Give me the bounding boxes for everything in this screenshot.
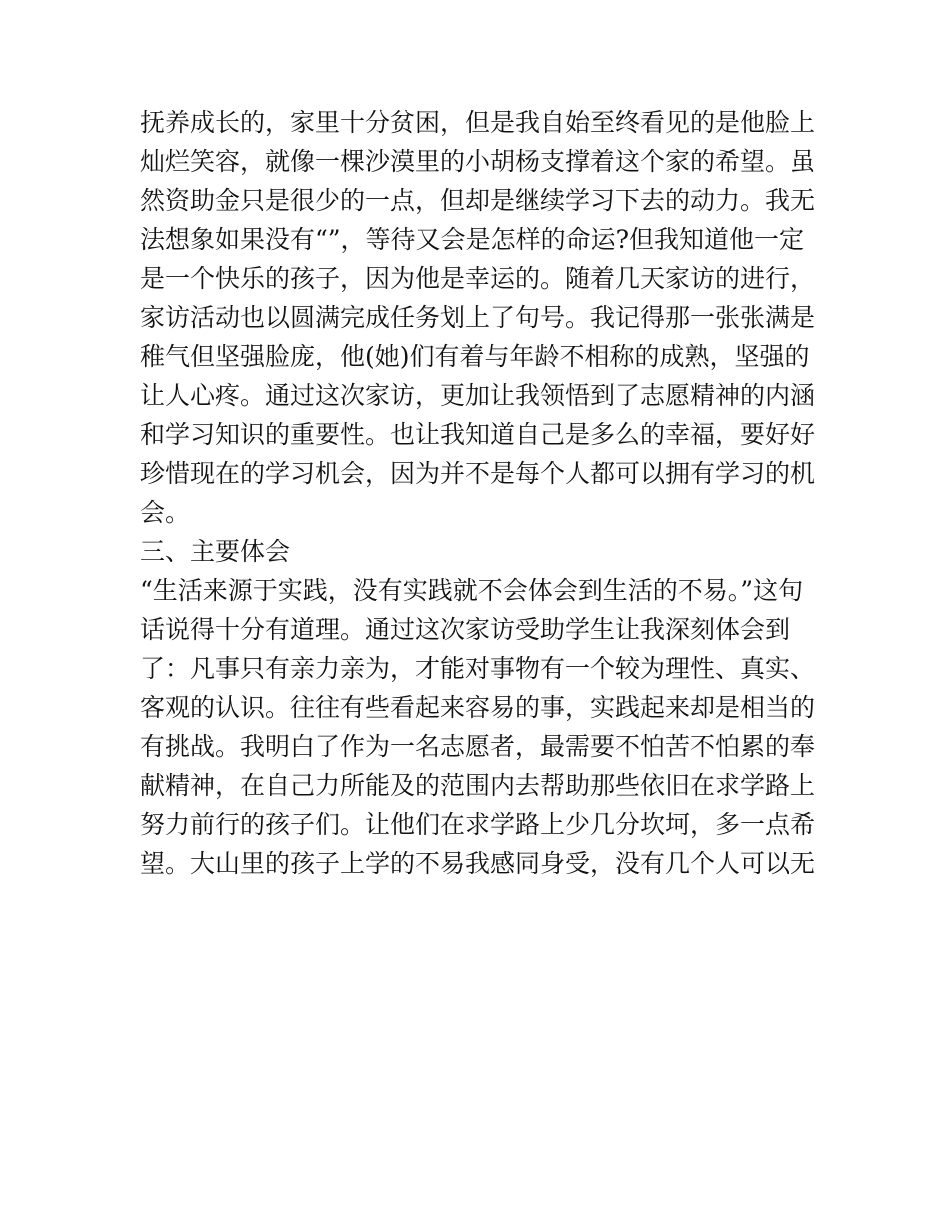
text-line: 然资助金只是很少的一点，但却是继续学习下去的动力。我无 — [140, 186, 816, 215]
text-line: 珍惜现在的学习机会，因为并不是每个人都可以拥有学习的机 — [140, 459, 816, 488]
text-line: 献精神，在自己力所能及的范围内去帮助那些依旧在求学路上 — [140, 771, 816, 800]
text-line: 抚养成长的，家里十分贫困，但是我自始至终看见的是他脸上 — [140, 108, 816, 137]
paragraph-home-visit — [140, 103, 820, 532]
text-line: 话说得十分有道理。通过这次家访受助学生让我深刻体会到 — [140, 615, 791, 644]
text-line: 有挑战。我明白了作为一名志愿者，最需要不怕苦不怕累的奉 — [140, 732, 816, 761]
text-line: 努力前行的孩子们。让他们在求学路上少几分坎坷，多一点希 — [140, 810, 816, 839]
text-line: 让人心疼。通过这次家访，更加让我领悟到了志愿精神的内涵 — [140, 381, 816, 410]
text-line: 会。 — [140, 498, 191, 527]
text-line: “生活来源于实践，没有实践就不会体会到生活的不易。”这句 — [140, 576, 804, 605]
text-line: 法想象如果没有“”，等待又会是怎样的命运?但我知道他一定 — [140, 225, 804, 254]
section-heading: 三、主要体会 — [140, 537, 291, 566]
text-line: 和学习知识的重要性。也让我知道自己是多么的幸福，要好好 — [140, 420, 816, 449]
text-line: 家访活动也以圆满完成任务划上了句号。我记得那一张张满是 — [140, 303, 816, 332]
text-line: 望。大山里的孩子上学的不易我感同身受，没有几个人可以无 — [140, 849, 816, 878]
text-line: 灿烂笑容，就像一棵沙漠里的小胡杨支撑着这个家的希望。虽 — [140, 147, 816, 176]
text-line: 稚气但坚强脸庞，他(她)们有着与年龄不相称的成熟，坚强的 — [140, 342, 810, 371]
paragraph-main-experience — [140, 571, 820, 883]
document-body — [140, 103, 820, 883]
text-line: 客观的认识。往往有些看起来容易的事，实践起来却是相当的 — [140, 693, 816, 722]
text-line: 是一个快乐的孩子，因为他是幸运的。随着几天家访的进行， — [140, 264, 816, 293]
text-line: 了：凡事只有亲力亲为，才能对事物有一个较为理性、真实、 — [140, 654, 816, 683]
